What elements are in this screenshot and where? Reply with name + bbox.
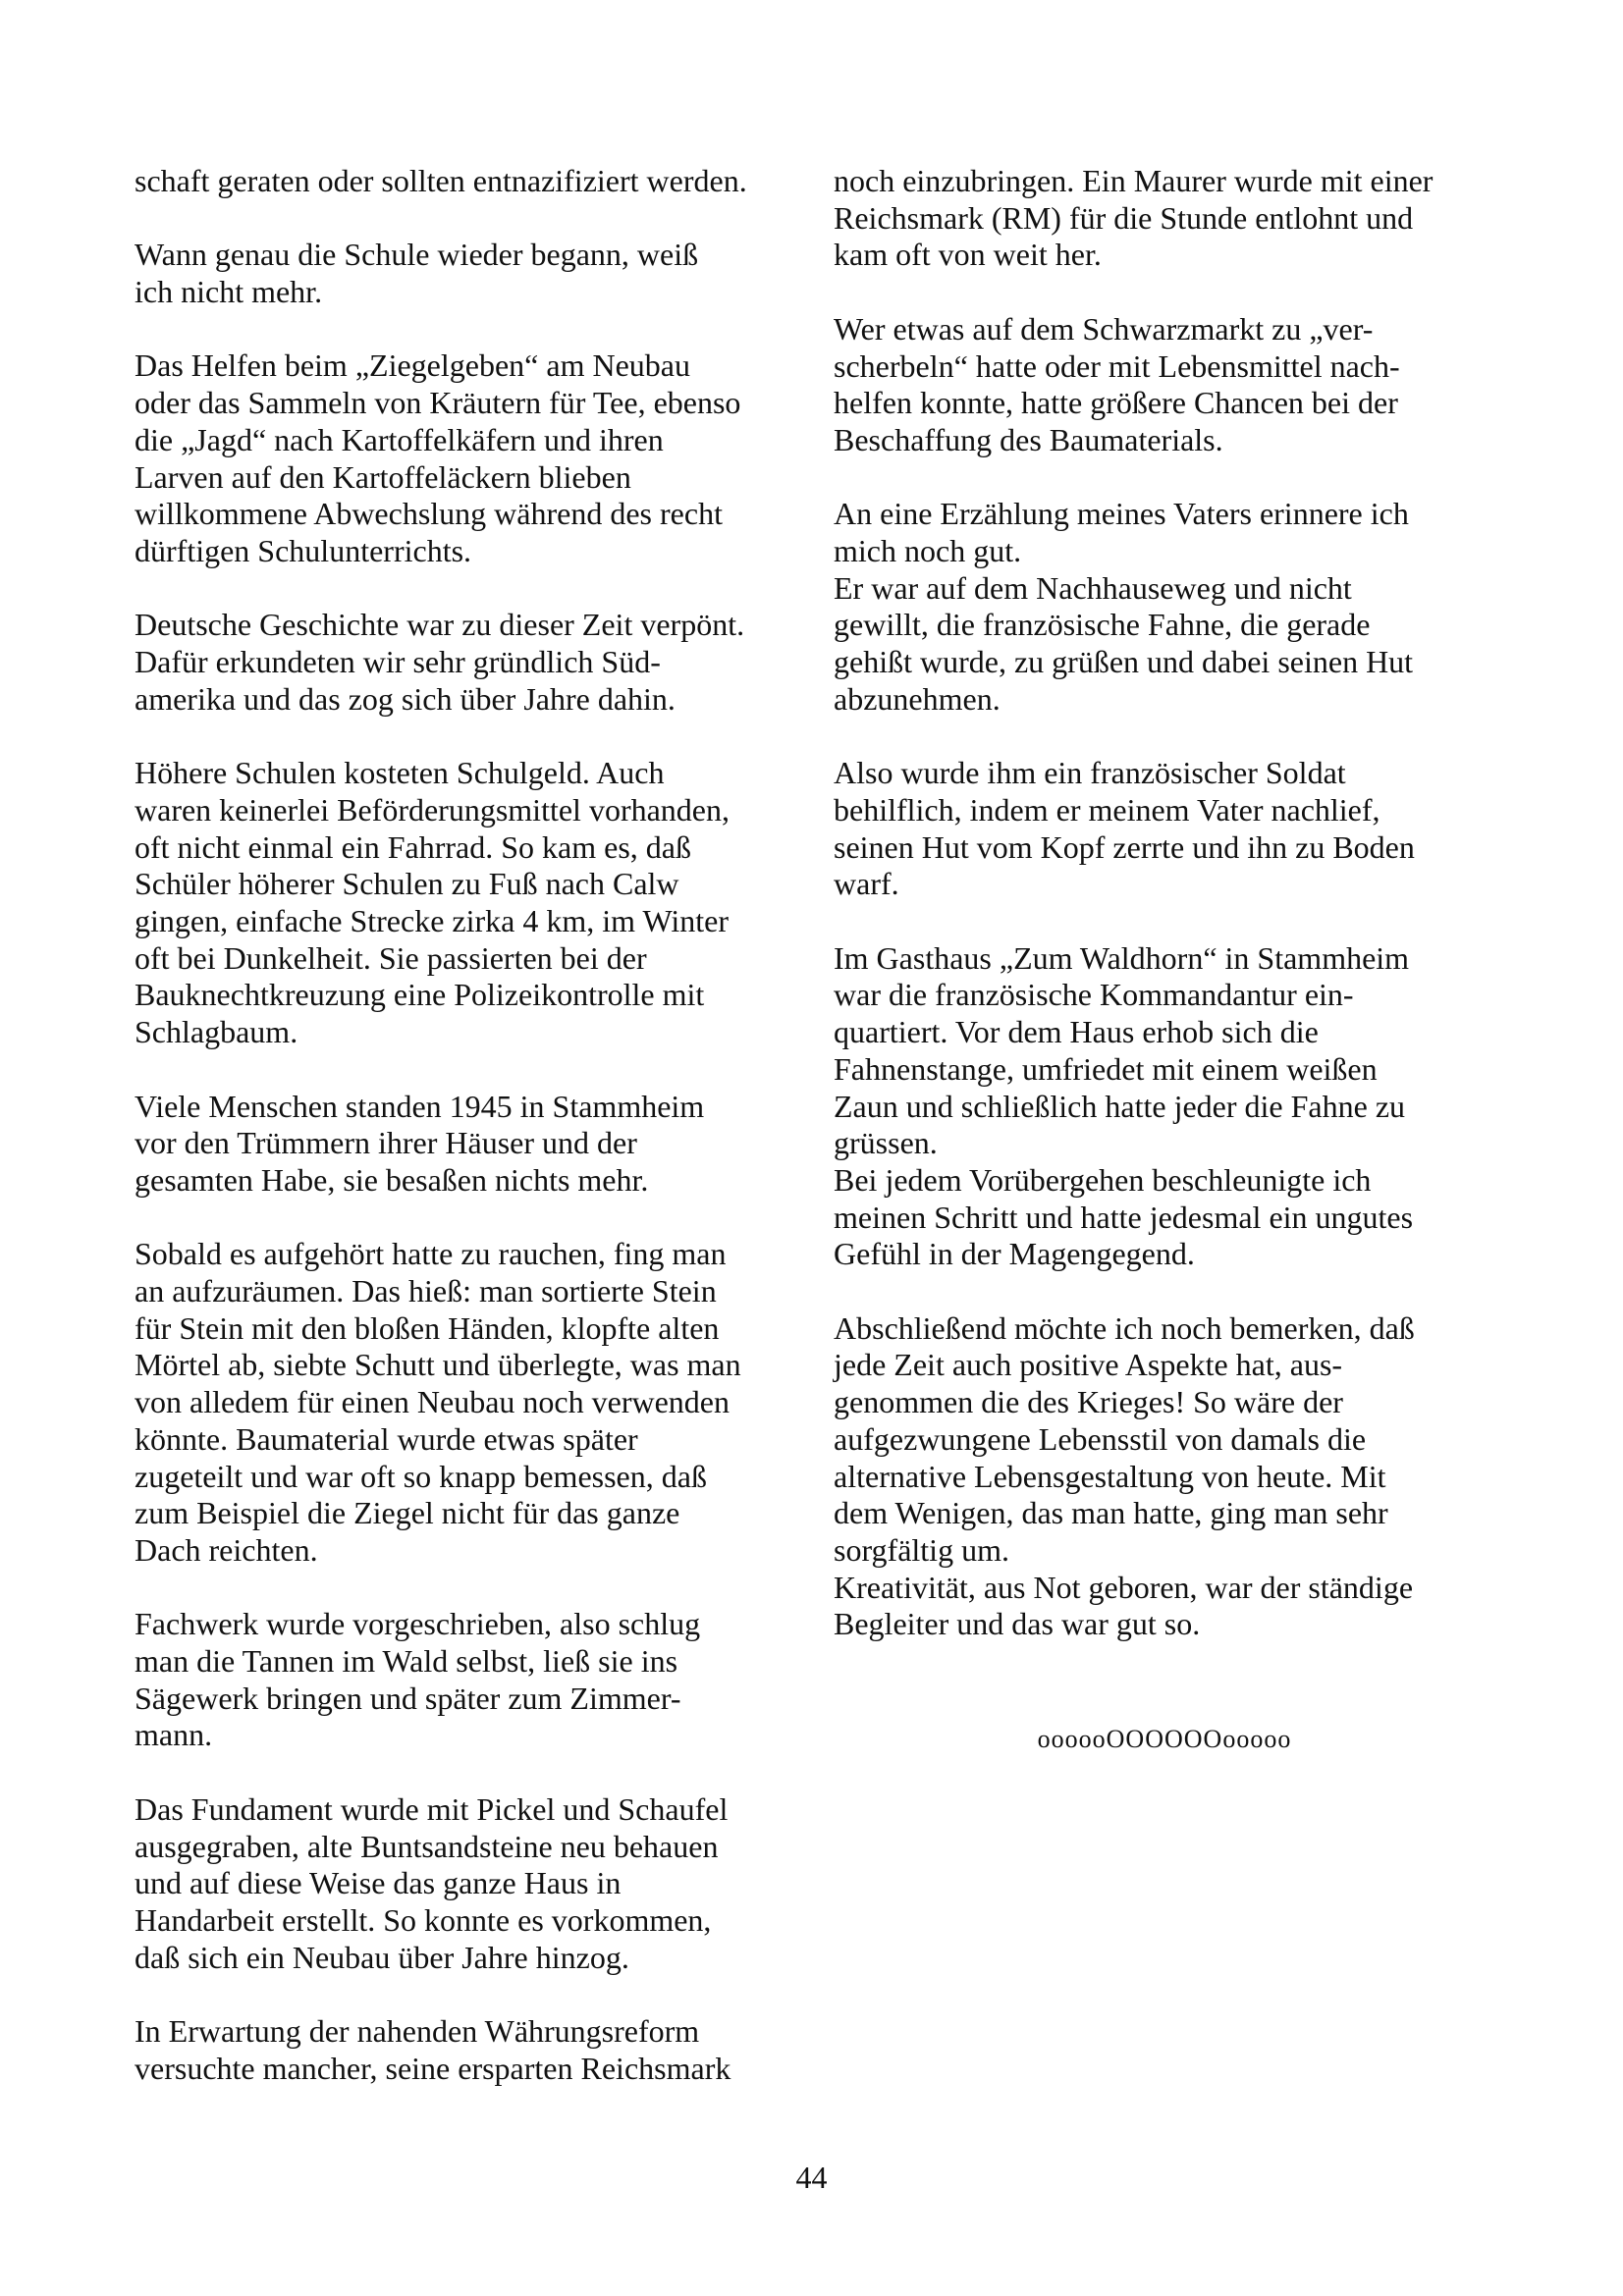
paragraph: Fachwerk wurde vorgeschrieben, also schlug man die Tannen im Wald selbst, ließ sie ins Sägewerk bringen und später zum Zimmer- mann. [135, 1606, 701, 1753]
paragraph: Das Fundament wurde mit Pickel und Schaufel ausgegraben, alte Buntsandsteine neu behauen und auf diese Weise das ganze Haus in Handarbeit erstellt. So konnte es vorkommen, daß sich ein Neubau über Jahre hinzog. [135, 1790, 729, 1975]
paragraph: Er war auf dem Nachhauseweg und nicht gewillt, die französische Fahne, die gerade gehißt wurde, zu grüßen und dabei seinen Hut abzunehmen. [834, 569, 1414, 717]
paragraph: Sobald es aufgehört hatte zu rauchen, fing man an aufzuräumen. Das hieß: man sortierte Stein für Stein mit den bloßen Händen, klopfte alten Mörtel ab, siebte Schutt und überlegte, was man von alledem für einen Neubau noch verwenden könnte. Baumaterial wurde etwas später zugeteilt und war oft so knapp bemessen, daß zum Beispiel die Ziegel nicht für das ganze Dach reichten. [135, 1236, 741, 1568]
paragraph: Viele Menschen standen 1945 in Stammheim vor den Trümmern ihrer Häuser und der gesamten Habe, sie besaßen nichts mehr. [135, 1088, 705, 1198]
paragraph: Bei jedem Vorübergehen beschleunigte ich meinen Schritt und hatte jedesmal ein ungutes Gefühl in der Magengegend. [834, 1161, 1414, 1272]
paragraph: Kreativität, aus Not geboren, war der ständige Begleiter und das war gut so. [834, 1569, 1414, 1642]
paragraph: noch einzubringen. Ein Maurer wurde mit einer Reichsmark (RM) für die Stunde entlohnt und kam oft von weit her. [834, 163, 1434, 273]
section-end-ornament: oooooOOOOOOooooo [1037, 1725, 1292, 1753]
paragraph: An eine Erzählung meines Vaters erinnere ich mich noch gut. [834, 496, 1409, 568]
paragraph: In Erwartung der nahenden Währungsreform versuchte mancher, seine ersparten Reichsmark [135, 2013, 731, 2086]
paragraph: Wann genau die Schule wieder begann, weiß ich nicht mehr. [135, 237, 699, 310]
paragraph: Höhere Schulen kosteten Schulgeld. Auch waren keinerlei Beförderungsmittel vorhanden, oft nicht einmal ein Fahrrad. So kam es, daß Schüler höherer Schulen zu Fuß nach Calw gingen, einfache Strecke zirka 4 km, im Winter oft bei Dunkelheit. Sie passierten bei der Bauknechtkreuzung eine Polizeikontrolle mit Schlagbaum. [135, 755, 730, 1050]
paragraph: Also wurde ihm ein französischer Soldat behilflich, indem er meinem Vater nachlief, seinen Hut vom Kopf zerrte und ihn zu Boden warf. [834, 755, 1415, 902]
right-column [834, 163, 1495, 1643]
paragraph: Im Gasthaus „Zum Waldhorn“ in Stammheim war die französische Kommandantur ein- quartiert. Vor dem Haus erhob sich die Fahnenstange, umfriedet mit einem weißen Zaun und schließlich hatte jeder die Fahne zu grüssen. [834, 939, 1410, 1161]
left-column [135, 163, 796, 2087]
paragraph: Deutsche Geschichte war zu dieser Zeit verpönt. Dafür erkundeten wir sehr gründlich Süd- amerika und das zog sich über Jahre dahin. [135, 607, 745, 717]
paragraph: Abschließend möchte ich noch bemerken, daß jede Zeit auch positive Aspekte hat, aus- genommen die des Krieges! So wäre der aufgezwungene Lebensstil von damals die alternative Lebensgestaltung von heute. Mit dem Wenigen, das man hatte, ging man sehr sorgfältig um. [834, 1309, 1415, 1568]
paragraph: Das Helfen beim „Ziegelgeben“ am Neubau oder das Sammeln von Kräutern für Tee, ebenso die „Jagd“ nach Kartoffelkäfern und ihren Larven auf den Kartoffeläckern blieben willkommene Abwechslung während des recht dürftigen Schulunterrichts. [135, 347, 741, 568]
paragraph: schaft geraten oder sollten entnazifiziert werden. [135, 163, 747, 198]
page-number: 44 [795, 2160, 828, 2195]
paragraph: Wer etwas auf dem Schwarzmarkt zu „ver- scherbeln“ hatte oder mit Lebensmittel nach- helfen konnte, hatte größere Chancen bei der Beschaffung des Baumaterials. [834, 310, 1400, 457]
